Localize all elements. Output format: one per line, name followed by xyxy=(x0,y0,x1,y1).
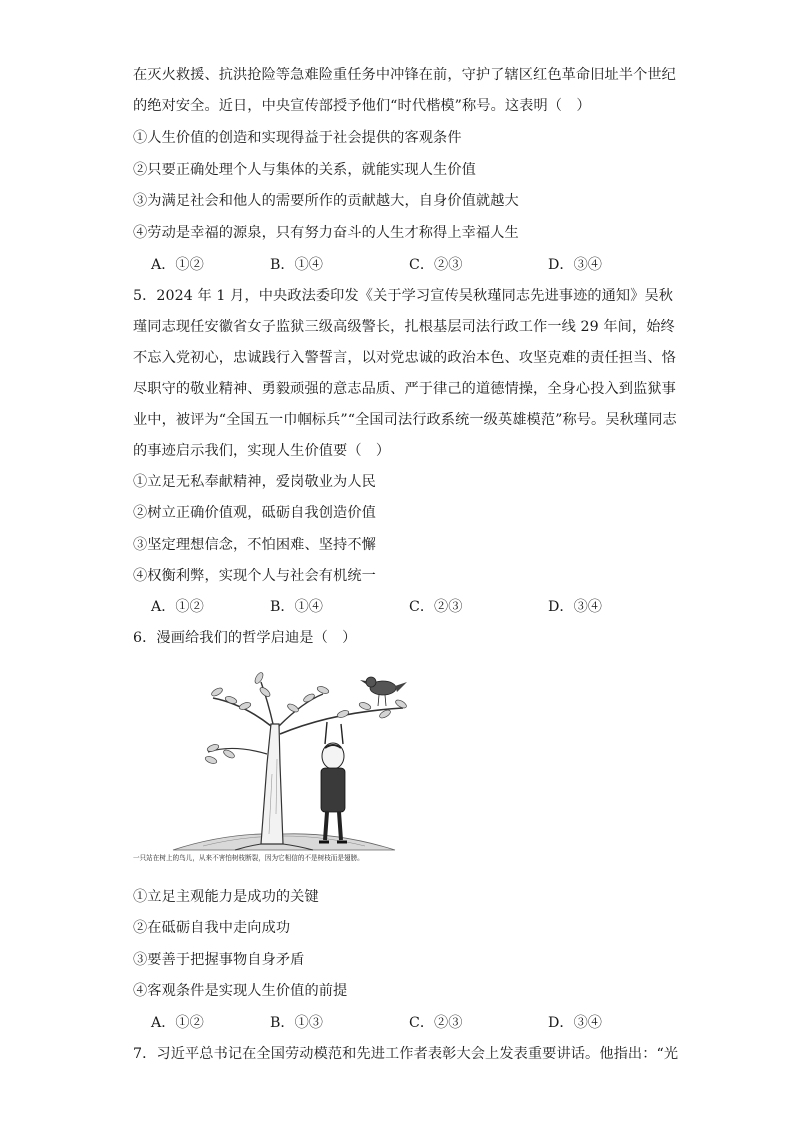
q5-statement-1: ①立足无私奉献精神，爱岗敬业为人民 xyxy=(133,474,376,490)
q5-option-c[interactable]: C．②③ xyxy=(409,599,463,615)
q5-stem-line-6: 的事迹启示我们，实现人生价值要（ ） xyxy=(133,443,391,459)
q5-stem-line-2: 瑾同志现任安徽省女子监狱三级高级警长，扎根基层司法行政工作一线 29 年间，始终 xyxy=(133,319,675,335)
q4-statement-3: ③为满足社会和他人的需要所作的贡献越大，自身价值就越大 xyxy=(133,193,519,209)
q4-option-a[interactable]: A．①② xyxy=(151,257,204,273)
q5-option-b[interactable]: B．①④ xyxy=(270,599,323,615)
q5-stem-line-1: 5．2024 年 1 月，中央政法委印发《关于学习宣传吴秋瑾同志先进事迹的通知》吴秋 xyxy=(133,288,674,304)
q5-option-d[interactable]: D．③④ xyxy=(548,599,602,615)
q5-statement-3: ③坚定理想信念，不怕困难、坚持不懈 xyxy=(133,537,376,553)
q4-option-c[interactable]: C．②③ xyxy=(409,257,463,273)
q5-statement-4: ④权衡利弊，实现个人与社会有机统一 xyxy=(133,568,376,584)
q4-option-b[interactable]: B．①④ xyxy=(270,257,323,273)
q6-option-b[interactable]: B．①③ xyxy=(270,1015,323,1031)
q4-statement-4: ④劳动是幸福的源泉，只有努力奋斗的人生才称得上幸福人生 xyxy=(133,225,519,241)
q6-statement-1: ①立足主观能力是成功的关键 xyxy=(133,889,319,905)
q4-option-d[interactable]: D．③④ xyxy=(548,257,602,273)
q6-statement-2: ②在砥砺自我中走向成功 xyxy=(133,920,291,936)
q4-options xyxy=(151,254,671,274)
q5-option-a[interactable]: A．①② xyxy=(151,599,204,615)
q5-stem-line-4: 尽职守的敬业精神、勇毅顽强的意志品质、严于律己的道德情操，全身心投入到监狱事 xyxy=(133,381,676,397)
q6-statement-4: ④客观条件是实现人生价值的前提 xyxy=(133,983,348,999)
q6-statement-3: ③要善于把握事物自身矛盾 xyxy=(133,952,305,968)
q4-stem-line-2: 的绝对安全。近日，中央宣传部授予他们“时代楷模”称号。这表明（ ） xyxy=(133,98,591,114)
q4-statement-2: ②只要正确处理个人与集体的关系，就能实现人生价值 xyxy=(133,162,476,178)
q6-option-c[interactable]: C．②③ xyxy=(409,1015,463,1031)
q7-stem: 7．习近平总书记在全国劳动模范和先进工作者表彰大会上发表重要讲话。他指出：“光 xyxy=(133,1046,679,1062)
hanging-man-drawing xyxy=(319,722,347,842)
q5-stem-line-3: 不忘入党初心，忠诚践行入警誓言，以对党忠诚的政治本色、攻坚克难的责任担当、恪 xyxy=(133,350,676,366)
q4-statement-1: ①人生价值的创造和实现得益于社会提供的客观条件 xyxy=(133,130,462,146)
q5-stem-line-5: 业中，被评为“全国五一巾帼标兵”“全国司法行政系统一级英雄模范”称号。吴秋瑾同志 xyxy=(133,412,677,428)
q5-options xyxy=(151,596,671,616)
cartoon-tree-bird xyxy=(133,664,433,870)
q5-statement-2: ②树立正确价值观，砥砺自我创造价值 xyxy=(133,505,376,521)
q4-stem-line-1: 在灭火救援、抗洪抢险等急难险重任务中冲锋在前，守护了辖区红色革命旧址半个世纪 xyxy=(133,67,676,83)
q6-option-d[interactable]: D．③④ xyxy=(548,1015,602,1031)
q6-stem: 6．漫画给我们的哲学启迪是（ ） xyxy=(133,630,357,646)
q6-option-a[interactable]: A．①② xyxy=(151,1015,204,1031)
cartoon-caption: 一只站在树上的鸟儿，从来不害怕树枝断裂，因为它相信的不是树枝而是翅膀。 xyxy=(133,854,364,862)
q6-options xyxy=(151,1012,671,1032)
